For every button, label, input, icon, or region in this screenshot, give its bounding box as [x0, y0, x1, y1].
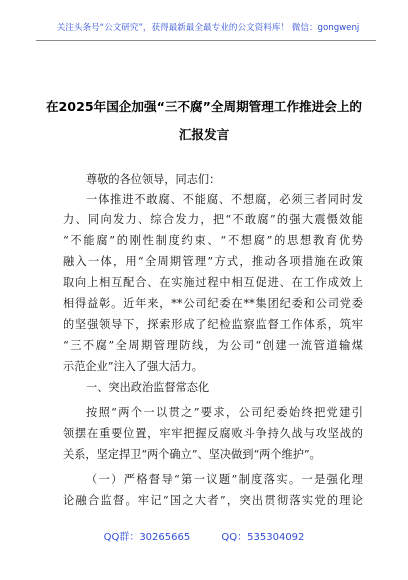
body-line: 领摆在重要位置，牢牢把握反腐败斗争持久战与攻坚战的: [63, 427, 363, 440]
body-line: “三不腐”全周期管理防线，为公司“创建一流管道输煤: [63, 339, 363, 352]
body-line: 示范企业”注入了强大活力。: [63, 360, 203, 373]
body-line: 论融合监督。牢记“国之大者”，突出贯彻落实党的理论: [63, 494, 363, 507]
section-heading: 一、突出政治监督常态化: [86, 381, 210, 394]
body-line: “不能腐”的刚性制度约束、“不想腐”的思想教育优势: [63, 234, 363, 247]
header-banner: 关注头条号“公文研究”，获得最新最全最专业的公文资料库！ 微信：gongwenj: [56, 23, 360, 33]
body-line: 融入一体，用“全周期管理”方式，推动各项措施在政策: [63, 255, 363, 268]
salutation: 尊敬的各位领导，同志们：: [86, 173, 221, 186]
body-line: 相得益彰。近年来，**公司纪委在**集团纪委和公司党委: [63, 297, 363, 310]
body-line: （一）严格督导“第一议题”制度落实。一是强化理: [86, 473, 363, 486]
footer-qq-group: QQ群：30265665: [103, 532, 191, 543]
body-line: 力、同向发力、综合发力，把“不敢腐”的强大震慑效能: [63, 213, 363, 226]
document-title-line2: 汇报发言: [178, 127, 230, 142]
body-line: 取向上相互配合、在实施过程中相互促进、在工作成效上: [63, 276, 363, 289]
footer-qq: QQ：535304092: [221, 532, 305, 543]
document-title-line1: 在2025年国企加强“三不腐”全周期管理工作推进会上的: [45, 99, 363, 114]
body-line: 的坚强领导下，探索形成了纪检监察监督工作体系，筑牢: [63, 318, 363, 331]
footer-contacts: [0, 528, 408, 543]
body-line: 关系，坚定捍卫“两个确立”、坚决做到“两个维护”。: [63, 448, 321, 461]
body-line: 一体推进不敢腐、不能腐、不想腐，必须三者同时发: [86, 193, 363, 206]
body-line: 按照“两个一以贯之”要求，公司纪委始终把党建引: [86, 406, 363, 419]
header-divider: [36, 40, 376, 41]
